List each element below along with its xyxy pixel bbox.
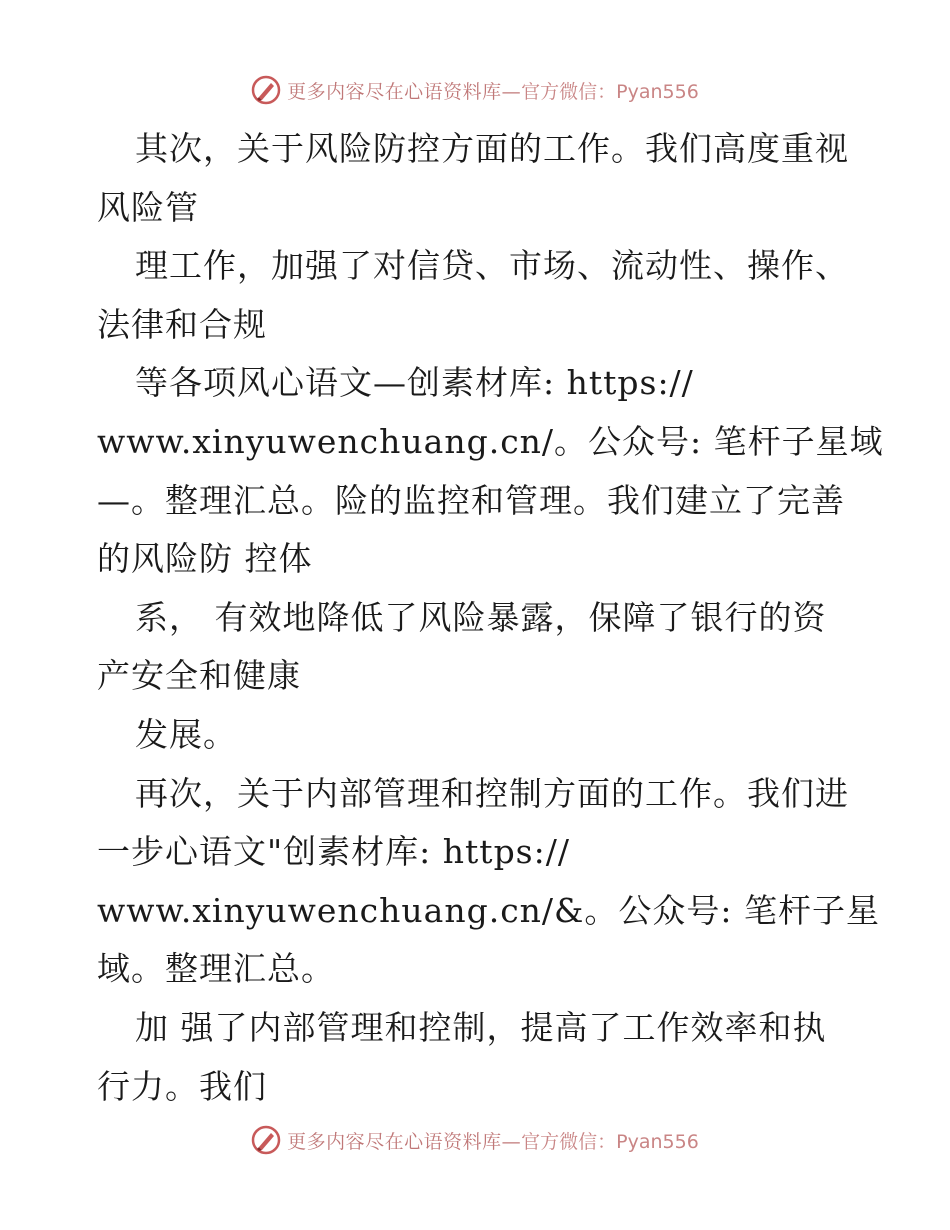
text-line: 风险管 (97, 187, 199, 227)
header-watermark (0, 70, 950, 110)
text-line: 等各项风心语文—创素材库: https:// (135, 363, 694, 403)
text-line: 理工作，加强了对信贷、市场、流动性、操作、 (135, 246, 849, 286)
text-line: 行力。我们 (97, 1066, 267, 1106)
watermark-text: 更多内容尽在心语资料库— (287, 1130, 522, 1153)
text-line: 一步心语文"创素材库: https:// (97, 832, 570, 872)
text-line: www.xinyuwenchuang.cn/&。公众号: 笔杆子星 (97, 890, 881, 930)
text-line: —。整理汇总。险的监控和管理。我们建立了完善 (97, 480, 845, 520)
text-line: www.xinyuwenchuang.cn/。公众号: 笔杆子星域 (97, 421, 884, 461)
text-line: 其次，关于风险防控方面的工作。我们高度重视 (135, 129, 849, 168)
text-line: 系， 有效地降低了风险暴露，保障了银行的资 (135, 597, 827, 637)
document-body (97, 120, 884, 1116)
footer-watermark (0, 1120, 950, 1160)
text-line: 加 强了内部管理和控制，提高了工作效率和执 (135, 1007, 827, 1047)
pen-logo-icon (251, 75, 281, 105)
watermark-text: 更多内容尽在心语资料库— (287, 80, 522, 103)
text-line: 域。整理汇总。 (97, 949, 335, 989)
text-line: 产安全和健康 (97, 656, 301, 696)
watermark-wechat: 官方微信：Pyan556 (521, 1130, 699, 1153)
text-line: 发展。 (135, 714, 237, 754)
text-line: 再次，关于内部管理和控制方面的工作。我们进 (135, 773, 849, 813)
pen-logo-icon (251, 1125, 281, 1155)
text-line: 法律和合规 (97, 304, 267, 344)
text-line: 的风险防 控体 (97, 539, 313, 579)
watermark-wechat: 官方微信：Pyan556 (521, 80, 699, 103)
